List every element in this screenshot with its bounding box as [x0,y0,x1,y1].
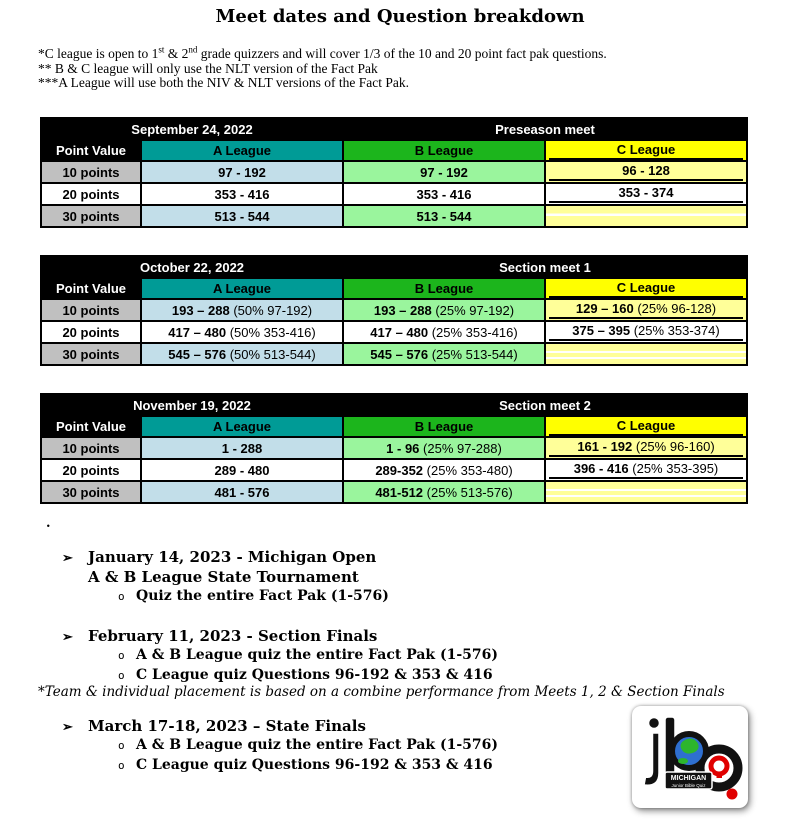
row-label: 20 points [42,460,140,480]
point-value-header: Point Value [42,141,140,160]
schedule-sub-item: o C League quiz Questions 96-192 & 353 & 416 [118,757,493,773]
row-label: 10 points [42,300,140,320]
circle-bullet-icon: o [118,590,125,603]
jbq-logo-graphic [632,706,748,808]
table-cell: 193 – 288 (25% 97-192) [344,300,544,320]
table-cell: 417 – 480 (25% 353-416) [344,322,544,342]
table-cell: 289 - 480 [142,460,342,480]
table-date: September 24, 2022 [42,119,342,139]
arrow-bullet-icon: ➢ [62,720,73,735]
table-cell: 193 – 288 (50% 97-192) [142,300,342,320]
b-league-header: B League [344,417,544,436]
schedule-heading-line2: A & B League State Tournament [88,568,359,586]
point-value-header: Point Value [42,279,140,298]
table-cell: 353 - 416 [344,184,544,204]
a-league-header: A League [142,279,342,298]
logo-question-dot [727,789,738,800]
schedule-sub-item: o A & B League quiz the entire Fact Pak (1-576) [118,737,499,753]
preseason-meet-table [40,117,748,228]
table-cell: 417 – 480 (50% 353-416) [142,322,342,342]
table-meet-name: Section meet 2 [344,395,746,415]
table-meet-name: Section meet 1 [344,257,746,277]
page-title: Meet dates and Question breakdown [215,6,585,27]
table-cell: 545 – 576 (25% 513-544) [344,344,544,364]
table-cell: 375 – 395 (25% 353-374) [546,322,746,342]
superscript: nd [188,44,198,55]
row-label: 10 points [42,438,140,458]
row-label: 30 points [42,482,140,502]
circle-bullet-icon: o [118,669,125,682]
c-league-header: C League [546,141,746,160]
table-cell: 1 - 288 [142,438,342,458]
logo-question-tail [717,773,723,778]
league-notes [38,44,768,91]
jbq-logo [632,706,748,808]
logo-letter-j [644,733,659,785]
superscript: st [158,44,165,55]
b-league-header: B League [344,141,544,160]
row-label: 30 points [42,344,140,364]
table-cell: 353 - 416 [142,184,342,204]
table-cell: 129 – 160 (25% 96-128) [546,300,746,320]
schedule-heading: March 17-18, 2023 – State Finals [88,717,366,735]
c-league-header: C League [546,417,746,436]
schedule-item-february [62,627,377,645]
note-line-1: *C league is open to 1st & 2nd grade quizzers and will cover 1/3 of the 10 and 20 point fact pak questions. [38,44,607,61]
logo-michigan-text: MICHIGAN [670,775,707,782]
row-label: 20 points [42,184,140,204]
schedule-sub-item: o Quiz the entire Fact Pak (1-576) [118,588,389,604]
table-cell: 1 - 96 (25% 97-288) [344,438,544,458]
schedule-heading: February 11, 2023 - Section Finals [88,627,378,645]
table-cell: 481-512 (25% 513-576) [344,482,544,502]
note-line-3: ***A League will use both the NIV & NLT versions of the Fact Pak. [38,75,409,90]
schedule-sub-item: o A & B League quiz the entire Fact Pak (1-576) [118,647,499,663]
table-cell: 289-352 (25% 353-480) [344,460,544,480]
schedule-heading: January 14, 2023 - Michigan Open [88,548,377,566]
note-line-2: ** B & C league will only use the NLT version of the Fact Pak [38,60,378,76]
logo-j-dot [649,718,660,729]
section-meet-2-table [40,393,748,504]
empty-cell [546,482,746,502]
circle-bullet-icon: o [118,649,125,662]
table-date: October 22, 2022 [42,257,342,277]
schedule-item-march [62,717,366,735]
b-league-header: B League [344,279,544,298]
table-meet-name: Preseason meet [344,119,746,139]
table-cell: 96 - 128 [546,162,746,182]
a-league-header: A League [142,141,342,160]
table-cell: 353 - 374 [546,184,746,204]
row-label: 10 points [42,162,140,182]
table-cell: 97 - 192 [344,162,544,182]
table-cell: 545 – 576 (50% 513-544) [142,344,342,364]
logo-subtitle-text: Junior Bible Quiz [671,783,706,788]
a-league-header: A League [142,417,342,436]
section-meet-1-table [40,255,748,366]
table-cell: 161 - 192 (25% 96-160) [546,438,746,458]
table-cell: 396 - 416 (25% 353-395) [546,460,746,480]
empty-cell [546,206,746,226]
table-cell: 513 - 544 [142,206,342,226]
row-label: 30 points [42,206,140,226]
point-value-header: Point Value [42,417,140,436]
schedule-item-january [62,548,376,566]
placement-note: *Team & individual placement is based on a combine performance from Meets 1, 2 & Section Finals [38,684,725,700]
table-cell: 481 - 576 [142,482,342,502]
table-cell: 97 - 192 [142,162,342,182]
schedule-sub-item: o C League quiz Questions 96-192 & 353 & 416 [118,667,493,683]
table-date: November 19, 2022 [42,395,342,415]
c-league-header: C League [546,279,746,298]
arrow-bullet-icon: ➢ [62,630,73,645]
globe-landmass [678,758,688,764]
circle-bullet-icon: o [118,759,125,772]
stray-period: . [46,516,51,531]
arrow-bullet-icon: ➢ [62,551,73,566]
row-label: 20 points [42,322,140,342]
table-cell: 513 - 544 [344,206,544,226]
circle-bullet-icon: o [118,739,125,752]
empty-cell [546,344,746,364]
